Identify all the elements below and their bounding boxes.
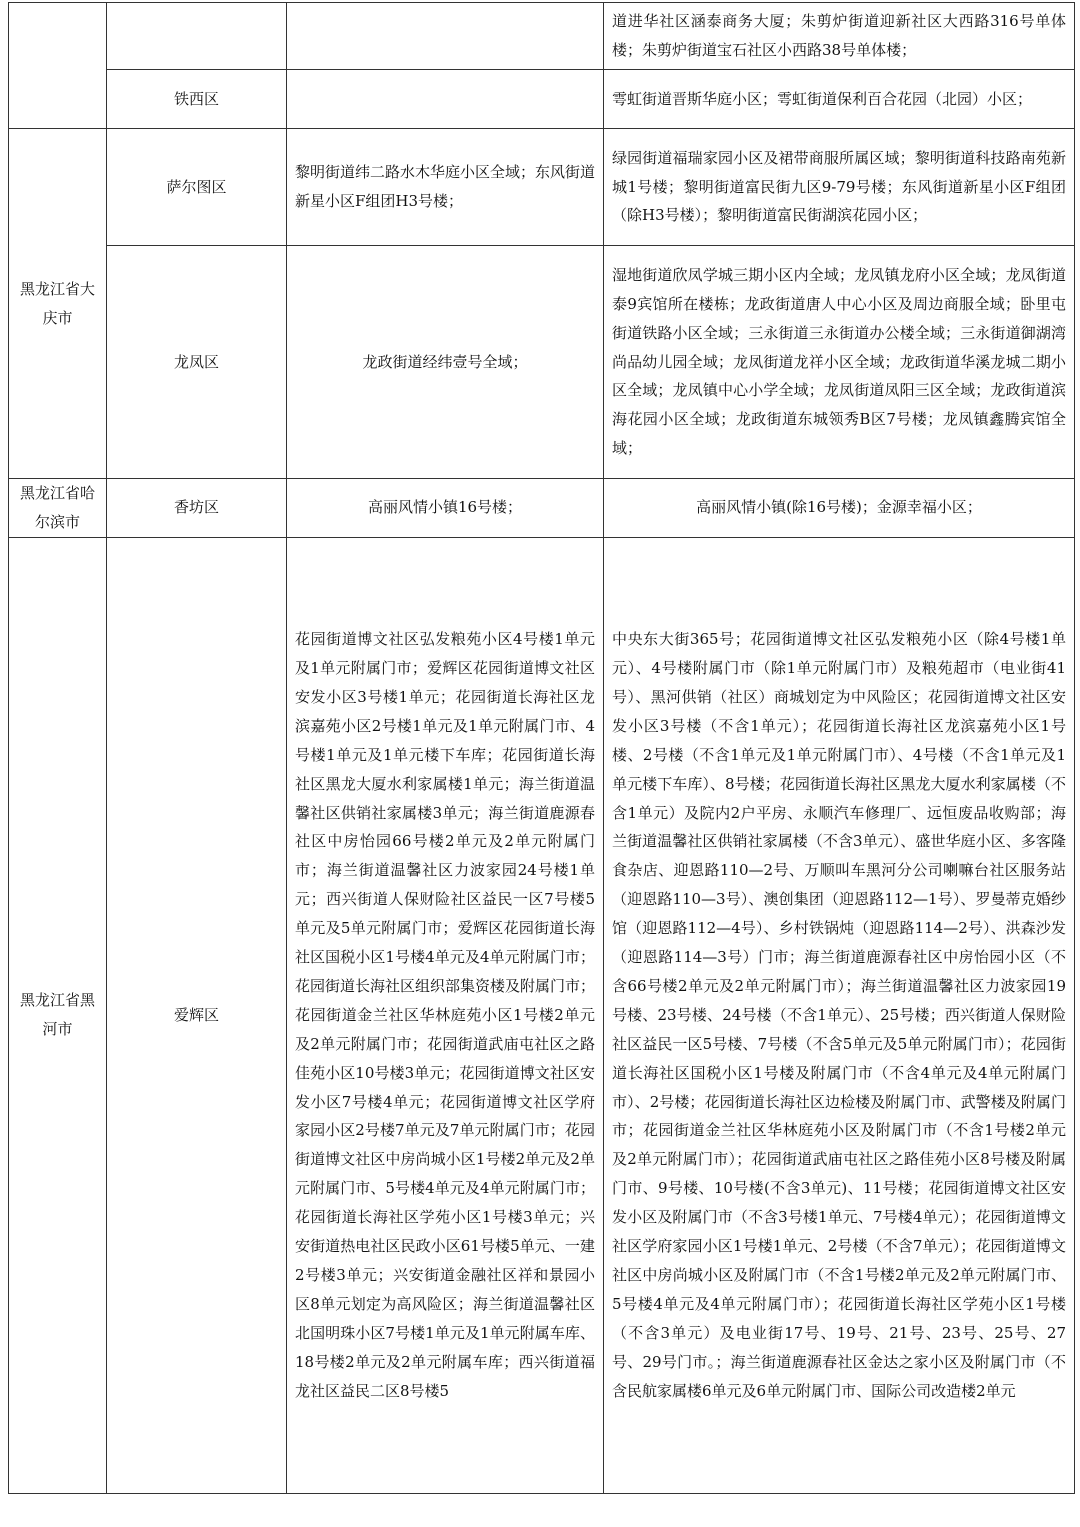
mid-risk-cell: 绿园街道福瑞家园小区及裙带商服所属区域；黎明街道科技路南苑新城1号楼；黎明街道富民街九区9-79号楼；东风街道新星小区F组团（除H3号楼）；黎明街道富民街湖滨花园小区； bbox=[604, 129, 1075, 246]
province-cell bbox=[9, 3, 107, 129]
district-cell: 龙凤区 bbox=[107, 246, 287, 479]
mid-risk-cell: 道进华社区涵泰商务大厦；朱剪炉街道迎新社区大西路316号单体楼；朱剪炉街道宝石社区小西路38号单体楼； bbox=[604, 3, 1075, 70]
risk-area-table bbox=[8, 2, 1075, 1494]
high-risk-cell: 高丽风情小镇16号楼； bbox=[287, 479, 604, 538]
mid-risk-cell: 雩虹街道晋斯华庭小区；雩虹街道保利百合花园（北园）小区； bbox=[604, 70, 1075, 129]
province-cell: 黑龙江省黑河市 bbox=[9, 537, 107, 1493]
mid-risk-cell: 高丽风情小镇(除16号楼)；金源幸福小区； bbox=[604, 479, 1075, 538]
high-risk-cell: 黎明街道纬二路水木华庭小区全域；东风街道新星小区F组团H3号楼； bbox=[287, 129, 604, 246]
table-row bbox=[9, 70, 1075, 129]
table-row bbox=[9, 246, 1075, 479]
table-row bbox=[9, 479, 1075, 538]
high-risk-cell bbox=[287, 3, 604, 70]
district-cell: 萨尔图区 bbox=[107, 129, 287, 246]
district-cell: 爱辉区 bbox=[107, 537, 287, 1493]
table-row bbox=[9, 3, 1075, 70]
district-cell bbox=[107, 3, 287, 70]
district-cell: 铁西区 bbox=[107, 70, 287, 129]
province-cell: 黑龙江省哈尔滨市 bbox=[9, 479, 107, 538]
table-row bbox=[9, 129, 1075, 246]
table-row bbox=[9, 537, 1075, 1493]
high-risk-cell: 龙政街道经纬壹号全域； bbox=[287, 246, 604, 479]
district-cell: 香坊区 bbox=[107, 479, 287, 538]
province-cell: 黑龙江省大庆市 bbox=[9, 129, 107, 479]
high-risk-cell: 花园街道博文社区弘发粮苑小区4号楼1单元及1单元附属门市；爱辉区花园街道博文社区安发小区3号楼1单元；花园街道长海社区龙滨嘉苑小区2号楼1单元及1单元附属门市、4号楼1单元及1单元楼下车库；花园街道长海社区黑龙大厦水利家属楼1单元；海兰街道温馨社区供销社家属楼3单元；海兰街道鹿源春社区中房怡园66号楼2单元及2单元附属门市；海兰街道温馨社区力波家园24号楼1单元；西兴街道人保财险社区益民一区7号楼5单元及5单元附属门市；爱辉区花园街道长海社区国税小区1号楼4单元及4单元附属门市；花园街道长海社区组织部集资楼及附属门市；花园街道金兰社区华林庭苑小区1号楼2单元及2单元附属门市；花园街道武庙屯社区之路佳苑小区10号楼3单元；花园街道博文社区安发小区7号楼4单元；花园街道博文社区学府家园小区2号楼7单元及7单元附属门市；花园街道博文社区中房尚城小区1号楼2单元及2单元附属门市、5号楼4单元及4单元附属门市；花园街道长海社区学苑小区1号楼3单元；兴安街道热电社区民政小区61号楼5单元、一建2号楼3单元；兴安街道金融社区祥和景园小区8单元划定为高风险区；海兰街道温馨社区北国明珠小区7号楼1单元及1单元附属车库、18号楼2单元及2单元附属车库；西兴街道福龙社区益民二区8号楼5 bbox=[287, 537, 604, 1493]
mid-risk-cell: 湿地街道欣凤学城三期小区内全域；龙凤镇龙府小区全域；龙凤街道泰9宾馆所在楼栋；龙政街道唐人中心小区及周边商服全域；卧里屯街道铁路小区全域；三永街道三永街道办公楼全域；三永街道御湖湾尚品幼儿园全域；龙凤街道龙祥小区全域；龙政街道华溪龙城二期小区全域；龙凤镇中心小学全域；龙凤街道凤阳三区全域；龙政街道滨海花园小区全域；龙政街道东城领秀B区7号楼；龙凤镇鑫腾宾馆全域； bbox=[604, 246, 1075, 479]
high-risk-cell bbox=[287, 70, 604, 129]
mid-risk-cell: 中央东大街365号；花园街道博文社区弘发粮苑小区（除4号楼1单元）、4号楼附属门市（除1单元附属门市）及粮苑超市（电业街41号）、黑河供销（社区）商城划定为中风险区；花园街道博文社区安发小区3号楼（不含1单元）；花园街道长海社区龙滨嘉苑小区1号楼、2号楼（不含1单元及1单元附属门市）、4号楼（不含1单元及1单元楼下车库）、8号楼；花园街道长海社区黑龙大厦水利家属楼（不含1单元）及院内2户平房、永顺汽车修理厂、远恒废品收购部；海兰街道温馨社区供销社家属楼（不含3单元）、盛世华庭小区、多客隆食杂店、迎恩路110—2号、万顺叫车黑河分公司喇嘛台社区服务站（迎恩路110—3号）、澳创集团（迎恩路112—1号）、罗曼蒂克婚纱馆（迎恩路112—4号）、乡村铁锅炖（迎恩路114—2号）、洪森沙发（迎恩路114—3号）门市；海兰街道鹿源春社区中房怡园小区（不含66号楼2单元及2单元附属门市）；海兰街道温馨社区力波家园19号楼、23号楼、24号楼（不含1单元）、25号楼；西兴街道人保财险社区益民一区5号楼、7号楼（不含5单元及5单元附属门市）；花园街道长海社区国税小区1号楼及附属门市（不含4单元及4单元附属门市）、2号楼；花园街道长海社区边检楼及附属门市、武警楼及附属门市；花园街道金兰社区华林庭苑小区及附属门市（不含1号楼2单元及2单元附属门市）；花园街道武庙屯社区之路佳苑小区8号楼及附属门市、9号楼、10号楼(不含3单元)、11号楼；花园街道博文社区安发小区及附属门市（不含3号楼1单元、7号楼4单元）；花园街道博文社区学府家园小区1号楼1单元、2号楼（不含7单元）；花园街道博文社区中房尚城小区及附属门市（不含1号楼2单元及2单元附属门市、5号楼4单元及4单元附属门市）；花园街道长海社区学苑小区1号楼（不含3单元）及电业街17号、19号、21号、23号、25号、27号、29号门市。；海兰街道鹿源春社区金达之家小区及附属门市（不含民航家属楼6单元及6单元附属门市、国际公司改造楼2单元 bbox=[604, 537, 1075, 1493]
